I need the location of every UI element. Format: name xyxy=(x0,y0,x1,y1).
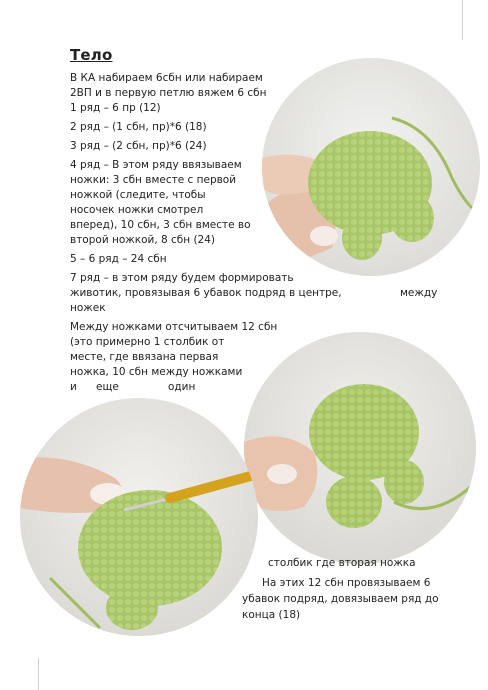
row-4-line-1: 4 ряд – В этом ряду ввязываем xyxy=(70,159,242,171)
row-4-line-5: вперед), 10 сбн, 3 сбн вместе во xyxy=(70,219,251,231)
between-line-3: месте, где ввязана первая xyxy=(70,351,219,363)
row-5-6: 5 – 6 ряд – 24 сбн xyxy=(70,253,167,265)
row-4-line-4: носочек ножки смотрел xyxy=(70,204,204,216)
intro-line-1: В КА набираем 6сбн или набираем xyxy=(70,72,263,84)
row-1: 1 ряд – 6 пр (12) xyxy=(70,102,161,114)
photo-top-right xyxy=(262,58,480,276)
row-2: 2 ряд – (1 сбн, пр)*6 (18) xyxy=(70,121,207,133)
between-line-4: ножка, 10 сбн между ножками xyxy=(70,366,243,378)
row-7-line-2-end: между xyxy=(400,287,438,299)
row-7-line-1: 7 ряд – в этом ряду будем формировать xyxy=(70,272,294,284)
row-7-line-3: ножек xyxy=(70,302,106,314)
corner-mark-bottom-left xyxy=(38,658,40,690)
between-line-5a: и xyxy=(70,381,77,393)
final-line-2: убавок подряд, довязываем ряд до xyxy=(242,593,439,605)
between-line-2: (это примерно 1 столбик от xyxy=(70,336,225,348)
row-7-line-2: животик, провязывая 6 убавок подряд в центре, xyxy=(70,287,342,299)
photo-middle-right-image xyxy=(244,332,476,564)
photo-top-right-image xyxy=(262,58,480,276)
photo-bottom-left xyxy=(20,398,258,636)
final-line-1: На этих 12 сбн провязываем 6 xyxy=(262,577,431,589)
between-line-1: Между ножками отсчитываем 12 сбн xyxy=(70,321,278,333)
intro-line-2: 2ВП и в первую петлю вяжем 6 сбн xyxy=(70,87,267,99)
row-3: 3 ряд – (2 сбн, пр)*6 (24) xyxy=(70,140,207,152)
photo-caption: столбик где вторая ножка xyxy=(268,557,416,569)
between-line-5b: еще xyxy=(96,381,119,393)
between-line-5c: один xyxy=(168,381,196,393)
row-4-line-6: второй ножкой, 8 сбн (24) xyxy=(70,234,216,246)
section-title: Тело xyxy=(70,46,113,64)
row-4-line-2: ножки: 3 сбн вместе с первой xyxy=(70,174,237,186)
corner-mark-top-right xyxy=(462,0,464,40)
photo-bottom-left-image xyxy=(20,398,258,636)
final-line-3: конца (18) xyxy=(242,609,301,621)
row-4-line-3: ножкой (следите, чтобы xyxy=(70,189,206,201)
photo-middle-right xyxy=(244,332,476,564)
